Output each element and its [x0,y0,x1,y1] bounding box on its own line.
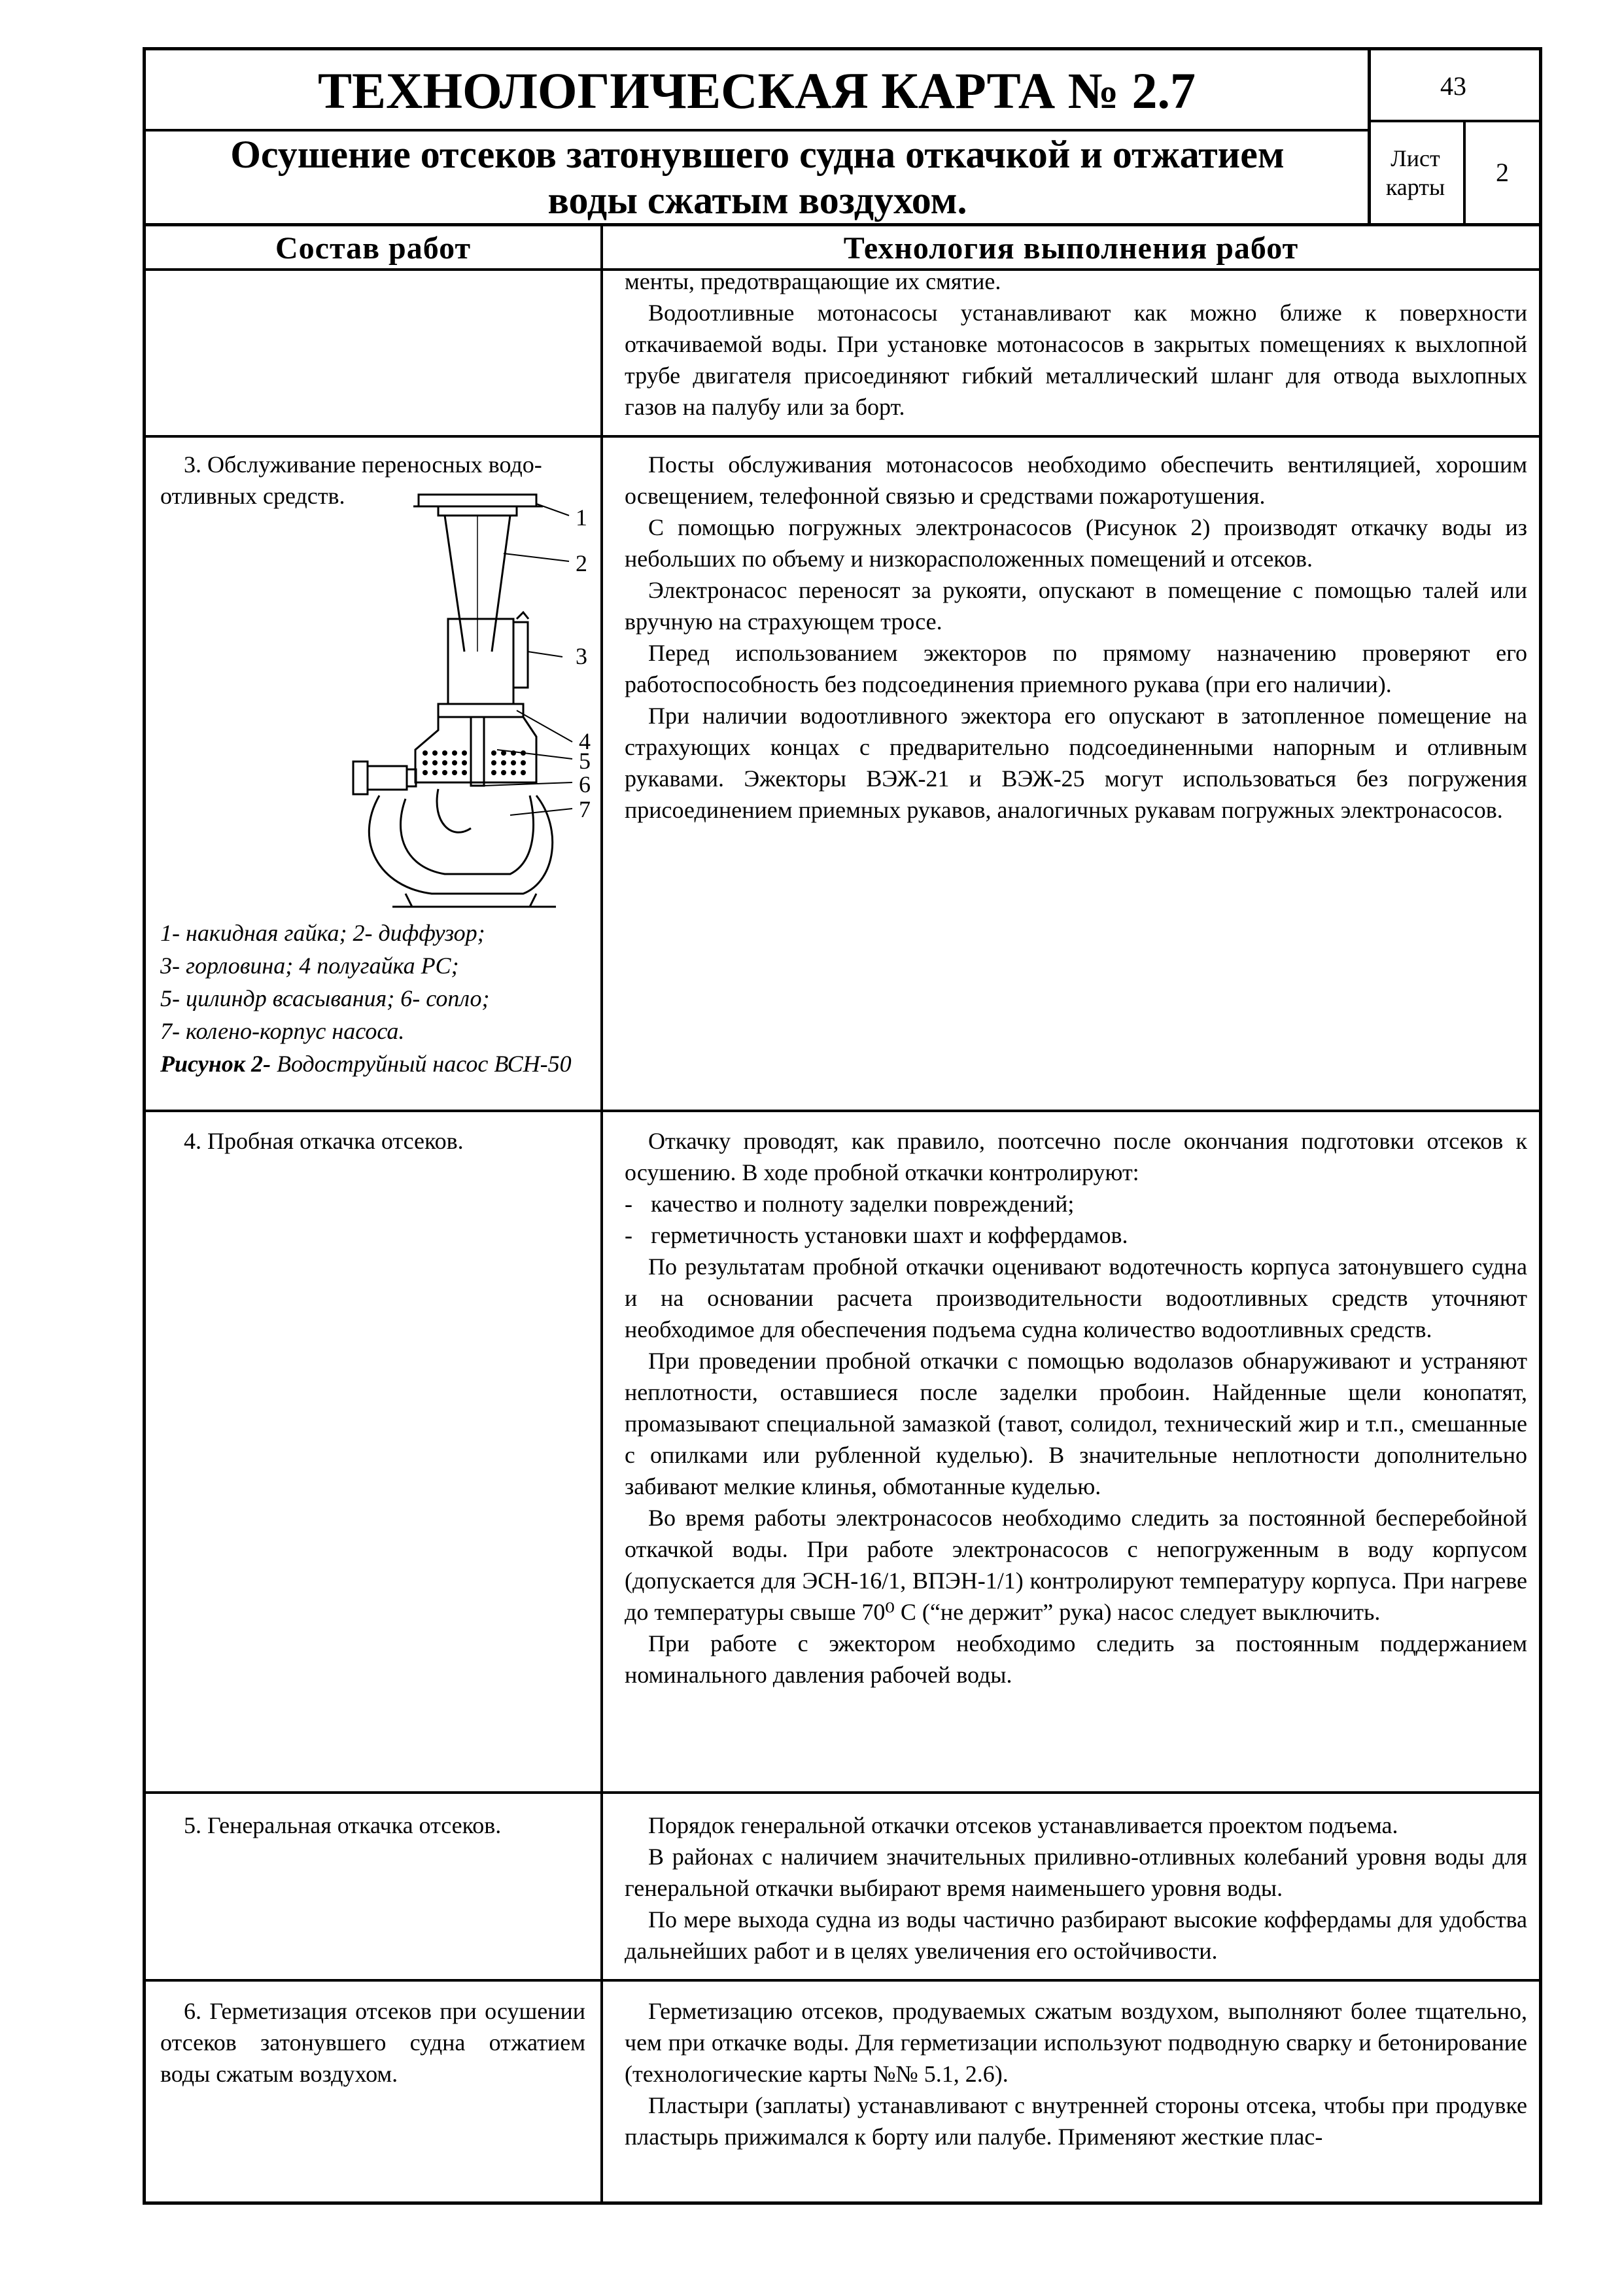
figure-label-4: 4 [579,728,591,754]
legend-line: 5- цилиндр всасывания; 6- сопло; [160,985,490,1011]
paragraph: Во время работы электронасосов необходимо следить за постоянной бесперебойной откачкой воды. При работе электронасосов с непогруженным в воду корпусом (допускается для ЭСН-16/1, ВПЭН-1/1) контролируют температуру корпуса. При нагреве до температуры свыше 70⁰ С (“не держит” рука) насос следует выключить. [625,1505,1527,1625]
card-subtitle [159,131,1356,223]
sheet-label-line2: карты [1385,174,1445,200]
paragraph: Электронасос переносят за рукояти, опускают в помещение с помощью талей или вручную на страхующем тросе. [625,577,1527,635]
paragraph: Герметизацию отсеков, продуваемых сжатым воздухом, выполняют более тщательно, чем при откачке воды. Для герметизации используют подводную сварку и бетонирование (технологические карты №№ 5.1, 2.6). [625,1998,1527,2087]
row-divider [146,1791,1539,1794]
row-label: 5. Генеральная откачка отсеков. [184,1812,502,1838]
paragraph: Посты обслуживания мотонасосов необходимо обеспечить вентиляцией, хорошим освещением, телефонной связью и средствами пожаротушения. [625,451,1527,509]
legend-line: 7- колено-корпус насоса. [160,1018,405,1044]
figure-caption-text: Водоструйный насос ВСН-50 [270,1051,572,1077]
paragraph: По мере выхода судна из воды частично разбирают высокие коффердамы для удобства дальнейших работ и в целях увеличения его остойчивости. [625,1906,1527,1964]
paragraph: При наличии водоотливного эжектора его опускают в затопленное помещение на страхующих концах с предварительно подсоединенными напорным и отливным рукавами. Эжекторы ВЭЖ-21 и ВЭЖ-25 могут использоваться без погружения присоединением приемных рукавов, аналогичных рукавам погружных электронасосов. [625,703,1527,823]
paragraph: С помощью погружных электронасосов (Рисунок 2) производят откачку воды из небольших по объему и низкорасположенных помещений и отсеков. [625,514,1527,572]
row-label: 4. Пробная откачка отсеков. [184,1128,464,1154]
figure-label-5: 5 [579,748,591,774]
sheet-number: 2 [1496,158,1509,187]
pump-drawing [340,488,608,920]
paragraph: Порядок генеральной откачки отсеков устанавливается проектом подъема. [648,1812,1398,1838]
row-6-title [160,1995,585,2090]
figure-caption [160,1047,585,1080]
header-main [146,50,1371,223]
row-divider [146,1979,1539,1982]
paragraph: Водоотливные мотонасосы устанавливают как можно ближе к поверхности откачиваемой воды. При установке мотонасосов в закрытых помещениях к выхлопной трубе двигателя присоединяют гибкий металлический шланг для отвода выхлопных газов на палубу или за борт. [625,300,1527,420]
figure-label-6: 6 [579,771,591,797]
row-divider [146,435,1539,438]
figure-label-3: 3 [576,643,587,669]
row-4-text [625,1125,1527,1691]
paragraph: При проведении пробной откачки с помощью водолазов обнаруживают и устраняют неплотности, оставшиеся после заделки пробоин. Найденные щели конопатят, промазывают специальной замазкой (тавот, солидол, технический жир и т.п., смешанные с опилками или рубленной куделью). В значительные неплотности дополнительно забивают мелкие клинья, обмотанные куделью. [625,1348,1527,1499]
sheet-label-line1: Лист [1391,145,1440,171]
list-item: - качество и полноту заделки повреждений; [625,1188,1527,1219]
header-side [1368,50,1539,223]
paragraph: При работе с эжектором необходимо следить за постоянным поддержанием номинального давления рабочей воды. [625,1630,1527,1688]
legend-line: 1- накидная гайка; 2- диффузор; [160,920,485,946]
sheet-label [1368,122,1466,223]
row-divider [146,1110,1539,1112]
paragraph: менты, предотвращающие их смятие. [625,268,1001,294]
list-item: - герметичность установки шахт и коффердамов. [625,1219,1527,1251]
row-4-title [160,1125,585,1157]
row-5-title [160,1810,585,1841]
row-label: 3. Обслуживание переносных водо-отливных средств. [160,451,542,509]
figure-legend [160,917,585,1080]
figure-label-2: 2 [576,550,587,576]
paragraph: По результатам пробной откачки оценивают водотечность корпуса затонувшего судна и на основании расчета производительности водоотливных средств уточняют необходимое для обеспечения подъема судна количество водоотливных средств. [625,1253,1527,1342]
paragraph: Перед использованием эжекторов по прямому назначению проверяют его работоспособность без подсоединения приемного рукава (при его наличии). [625,640,1527,697]
card-title: ТЕХНОЛОГИЧЕСКАЯ КАРТА № 2.7 [146,50,1368,131]
paragraph: В районах с наличием значительных приливно-отливных колебаний уровня воды для генеральной откачки выбирают время наименьшего уровня воды. [625,1844,1527,1901]
row-3-text [625,449,1527,826]
figure-label-7: 7 [579,796,591,822]
card-header [143,47,1542,226]
page-number: 43 [1368,50,1539,122]
table-row-continuation [625,266,1527,423]
legend-line: 3- горловина; 4 полугайка РС; [160,953,459,979]
paragraph: Пластыри (заплаты) устанавливают с внутренней стороны отсека, чтобы при продувке пластырь прижимался к борту или палубе. Применяют жесткие плас- [625,2092,1527,2150]
figure-label-1: 1 [576,504,587,531]
paragraph: Откачку проводят, как правило, поотсечно после окончания подготовки отсеков к осушению. В ходе пробной откачки контролируют: [625,1128,1527,1185]
column-header-left: Состав работ [146,226,600,271]
figure-caption-number: Рисунок 2- [160,1051,271,1077]
card-subtitle-line1: Осушение отсеков затонувшего судна откачкой и отжатием [230,133,1285,176]
row-label: 6. Герметизация отсеков при осушении отсеков затонувшего судна отжатием воды сжатым воздухом. [160,1998,585,2087]
row-6-text [625,1995,1527,2152]
column-header-right: Технология выполнения работ [603,226,1539,271]
card-subtitle-line2: воды сжатым воздухом. [547,179,967,222]
row-5-text [625,1810,1527,1967]
